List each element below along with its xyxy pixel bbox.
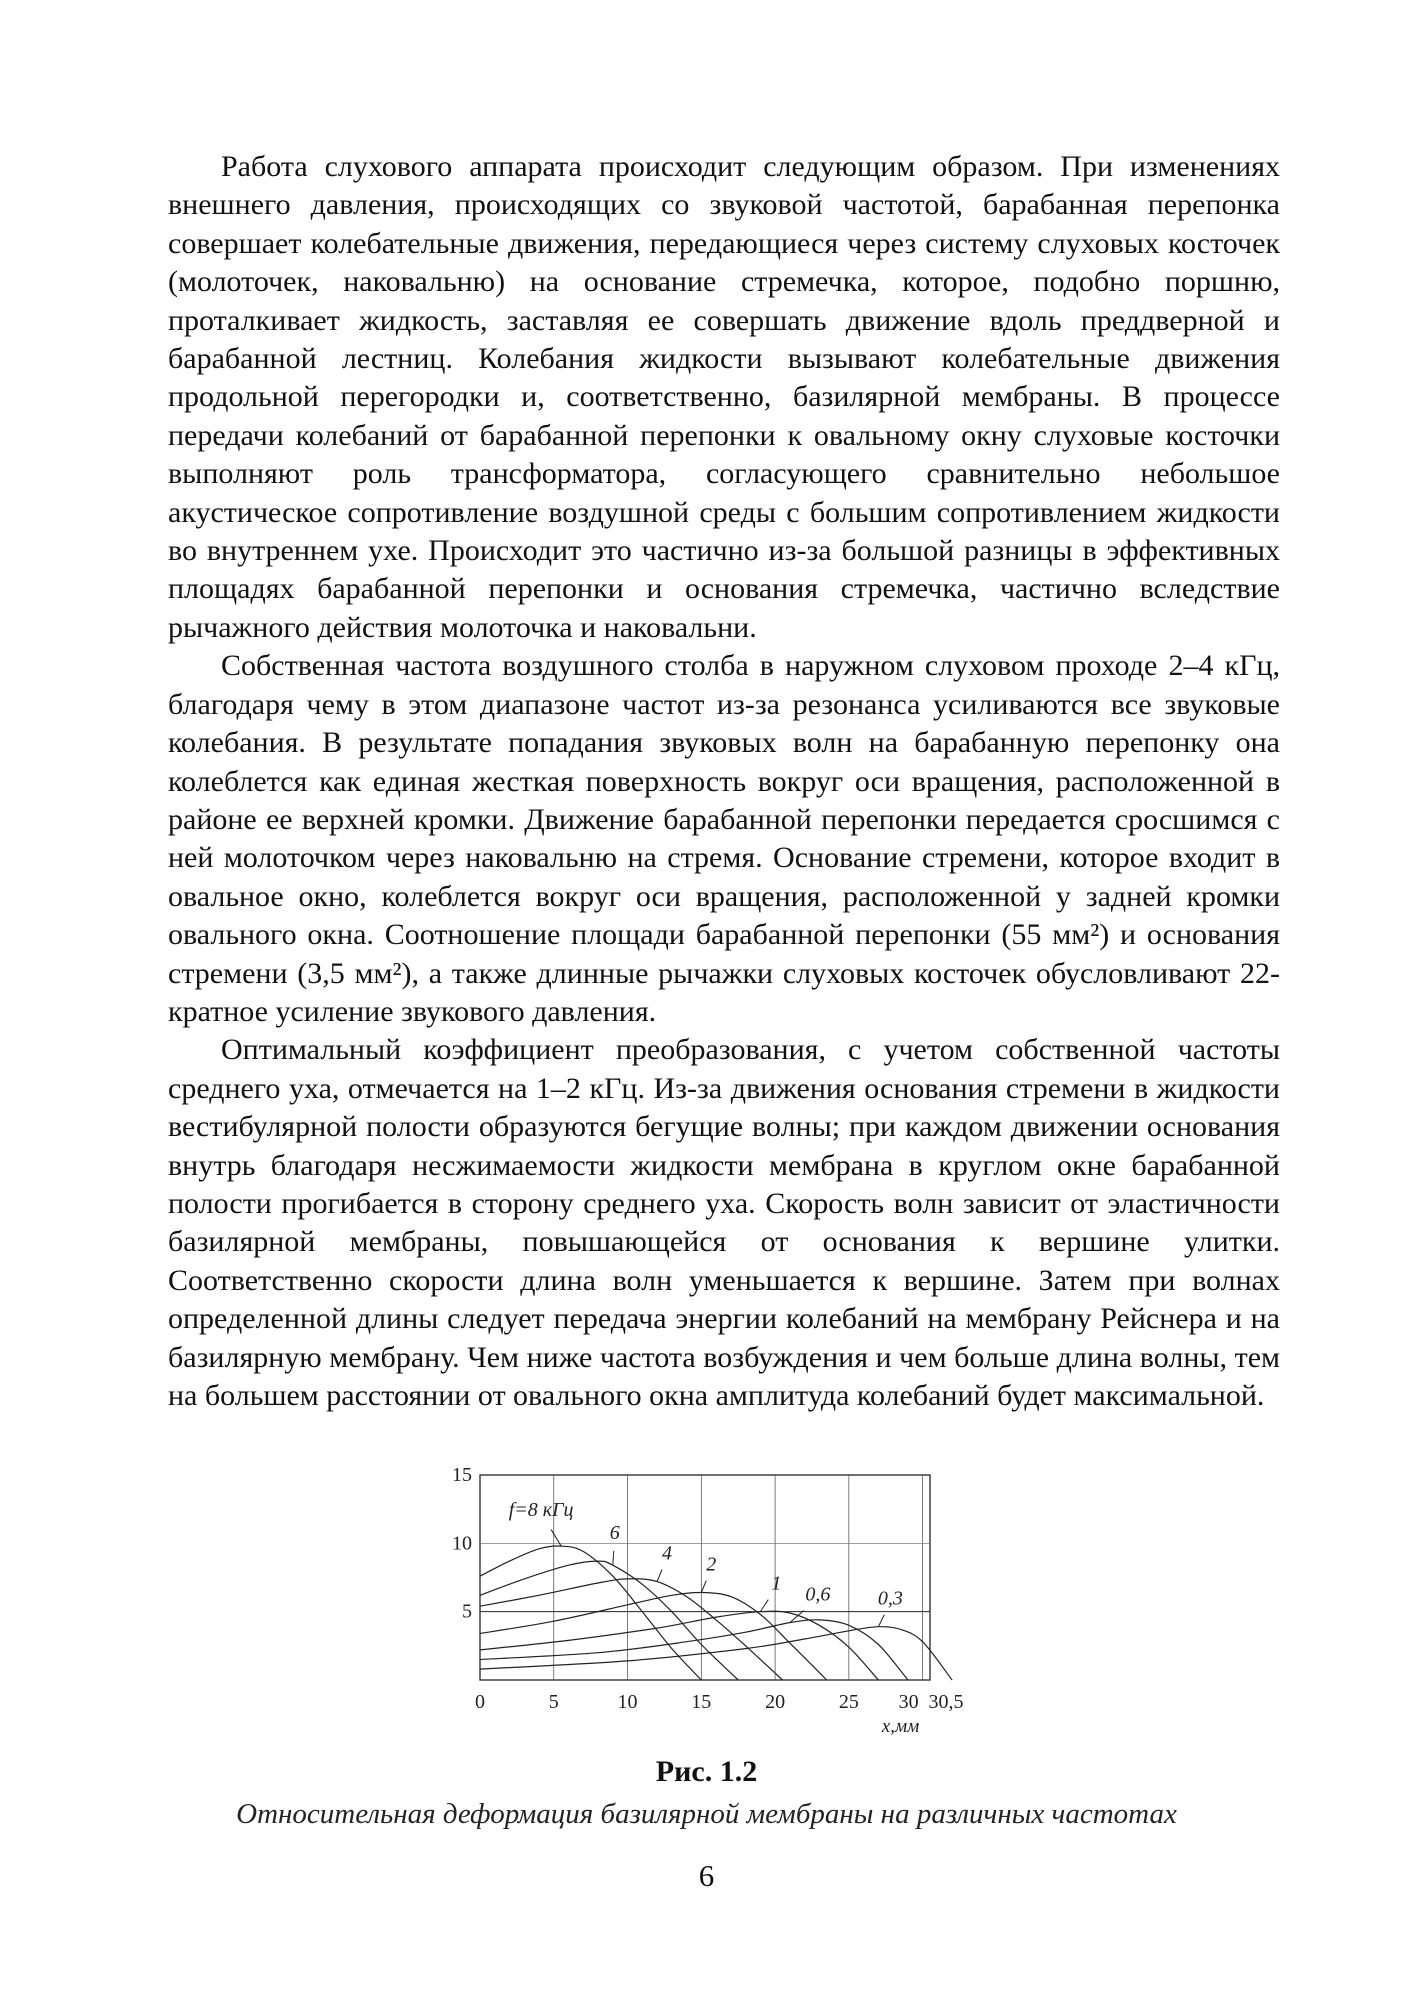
series-label: 0,6 xyxy=(805,1583,831,1606)
series-leader-line xyxy=(760,1600,768,1612)
x-axis-label: x,мм xyxy=(881,1716,920,1737)
x-tick-label: 30,5 xyxy=(928,1691,964,1713)
x-tick-label: 10 xyxy=(617,1691,638,1713)
x-tick-label: 15 xyxy=(691,1691,712,1713)
series-leader-line xyxy=(613,1551,614,1565)
figure-caption: Относительная деформация базилярной мембраны на различных частотах xyxy=(236,1798,1177,1830)
series-label: 1 xyxy=(771,1572,782,1595)
curve-0-6 xyxy=(480,1620,908,1680)
x-tick-label: 30 xyxy=(898,1691,919,1713)
curve-0-3 xyxy=(480,1627,952,1680)
curve-4 xyxy=(480,1579,783,1680)
series-label: 6 xyxy=(609,1522,620,1545)
paragraph: Оптимальный коэффициент преобразования, с учетом собственной частоты среднего уха, отмечается на 1–2 кГц. Из-за движения основания стремени в жидкости вестибулярной полости образуются бегущие волны; при каждом движении основания внутрь благодаря несжимаемости жидкости мембрана в круглом окне барабанной полости прогибается в сторону среднего уха. Скорость волн зависит от эластичности базилярной мембраны, повышающейся от основания к вершине улитки. Соответственно скорости длина волн уменьшается к вершине. Затем при волнах определенной длины следует передача энергии колебаний на мембрану Рейснера и на базилярную мембрану. Чем ниже частота возбуждения и чем больше длина волны, тем на большем расстоянии от овального окна амплитуда колебаний будет максимальной. xyxy=(168,1033,1280,1412)
paragraph: Работа слухового аппарата происходит следующим образом. При изменениях внешнего давления, происходящих со звуковой частотой, барабанная перепонка совершает колебательные движения, передающиеся через систему слуховых косточек (молоточек, наковальню) на основание стремечка, которое, подобно поршню, проталкивает жидкость, заставляя ее совершать движение вдоль преддверной и барабанной лестниц. Колебания жидкости вызывают колебательные движения продольной перегородки и, соответственно, базилярной мембраны. В процессе передачи колебаний от барабанной перепонки к овальному окну слуховые косточки выполняют роль трансформатора, согласующего сравнительно небольшое акустическое сопротивление воздушной среды с большим сопротивлением жидкости во внутреннем ухе. Происходит это частично из-за большой разницы в эффективных площадях барабанной перепонки и основания стремечка, частично вследствие рычажного действия молоточка и наковальни. xyxy=(168,150,1280,644)
x-tick-label: 20 xyxy=(765,1691,786,1713)
x-tick-label: 5 xyxy=(548,1691,559,1713)
figure-label: Рис. 1.2 xyxy=(655,1755,758,1788)
body-text xyxy=(168,148,1280,1415)
chart-series-labels xyxy=(509,1499,903,1627)
series-label: 2 xyxy=(706,1553,717,1576)
figure-chart xyxy=(430,1465,990,1750)
y-tick-label: 15 xyxy=(452,1465,472,1486)
y-tick-label: 5 xyxy=(462,1600,472,1623)
series-label: 0,3 xyxy=(877,1587,903,1610)
basilar-deformation-chart xyxy=(430,1465,990,1750)
x-tick-label: 0 xyxy=(475,1691,485,1713)
y-tick-label: 10 xyxy=(452,1532,472,1555)
series-label: 4 xyxy=(662,1542,673,1565)
series-leader-line xyxy=(657,1570,662,1582)
x-tick-label: 25 xyxy=(838,1691,859,1713)
page-number: 6 xyxy=(698,1858,715,1893)
series-leader-line xyxy=(701,1580,706,1592)
series-label: f=8 кГц xyxy=(508,1499,574,1522)
series-leader-line xyxy=(878,1615,884,1627)
paragraph: Собственная частота воздушного столба в наружном слуховом проходе 2–4 кГц, благодаря чему в этом диапазоне частот из-за резонанса усиливаются все звуковые колебания. В результате попадания звуковых волн на барабанную перепонку она колеблется как единая жесткая поверхность вокруг оси вращения, расположенной в районе ее верхней кромки. Движение барабанной перепонки передается сросшимся с ней молоточком через наковальню на стремя. Основание стремени, которое входит в овальное окно, колеблется вокруг оси вращения, расположенной у задней кромки овального окна. Соотношение площади барабанной перепонки (55 мм²) и основания стремени (3,5 мм²), а также длинные рычажки слуховых косточек обусловливают 22-кратное усиление звукового давления. xyxy=(168,649,1280,1028)
curve-1 xyxy=(480,1611,878,1680)
